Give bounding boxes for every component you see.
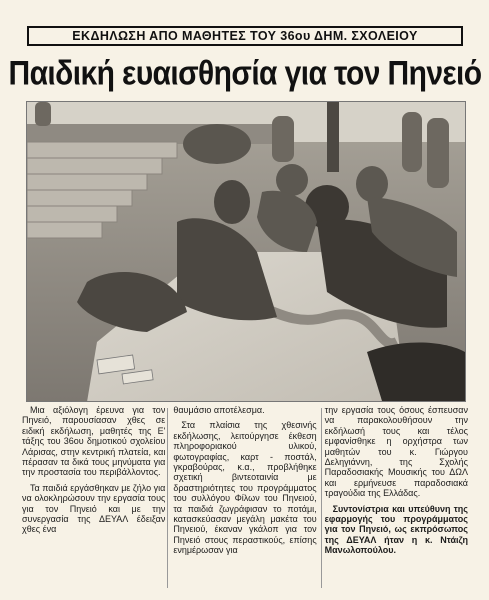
kicker-text: ΕΚΔΗΛΩΣΗ ΑΠΟ ΜΑΘΗΤΕΣ ΤΟΥ 36ου ΔΗΜ. ΣΧΟΛΕΙΟΥ [72,29,418,43]
paragraph: Στα πλαίσια της χθεσινής εκδήλωσης, λειτούργησε έκθεση πληροφοριακού υλικού, φωτογραφίας, καρτ - ποστάλ, γκραβούρας, κ.α., προβλήθηκε σχετική βιντεοταινία με δραστηριότητες του προγράμματος του συλλόγου Φίλων του Πηνειού, τα παιδιά ζωγράφισαν το ποτάμι, κατασκεύασαν μεγάλη μακέτα του Πηνειού, έκαναν γκάλοπ για τον Πηνειό στους περαστικούς, επίσης ενημέρωσαν για [173,420,317,556]
article-column-3 [325,405,468,590]
kicker-box [27,26,463,46]
paragraph: Τα παιδιά εργάσθηκαν με ζήλο για να ολοκληρώσουν την εργασία τους για τον Πηνειό και με την συνεργασία της ΔΕΥΑΛ έδειξαν χθες ένα [22,482,166,535]
article-body [22,405,468,590]
paragraph-bold: Συντονίστρια και υπεύθυνη της εφαρμογής του προγράμματος για τον Πηνειό, ως εκπρόσωπος της ΔΕΥΑΛ ήταν η κ. Ντάιζη Μανωλοπούλου. [324,503,468,556]
headline: Παιδική ευαισθησία για τον Πηνειό [8,54,482,93]
paragraph: την εργασία τους όσους έσπευσαν να παρακολουθήσουν την εκδήλωσή τους και τέλος εμφανίσθηκε η ορχήστρα των μαθητών του κ. Γιώργου Δεληγιάννη, της Σχολής Παραδοσιακής Μουσικής του ΔΩΛ και ερμήνευσε παραδοσιακά τραγούδια της Ελλάδας. [324,405,468,499]
article-column-1 [22,405,165,590]
paragraph: Μια αξιόλογη έρευνα για τον Πηνειό, παρουσίασαν χθες σε ειδική εκδήλωση, μαθητές της Ε' τάξης του 36ου δημοτικού σχολείου Λάρισας, στην κεντρική πλατεία, και πέρασαν τα δικά τους μηνύματα για την προστασία του περιβάλλοντος. [22,405,166,478]
photo-children-painting-illustration [27,102,465,401]
article-photo [26,101,466,402]
article-column-2 [173,405,316,590]
paragraph: θαυμάσιο αποτέλεσμα. [173,405,265,415]
